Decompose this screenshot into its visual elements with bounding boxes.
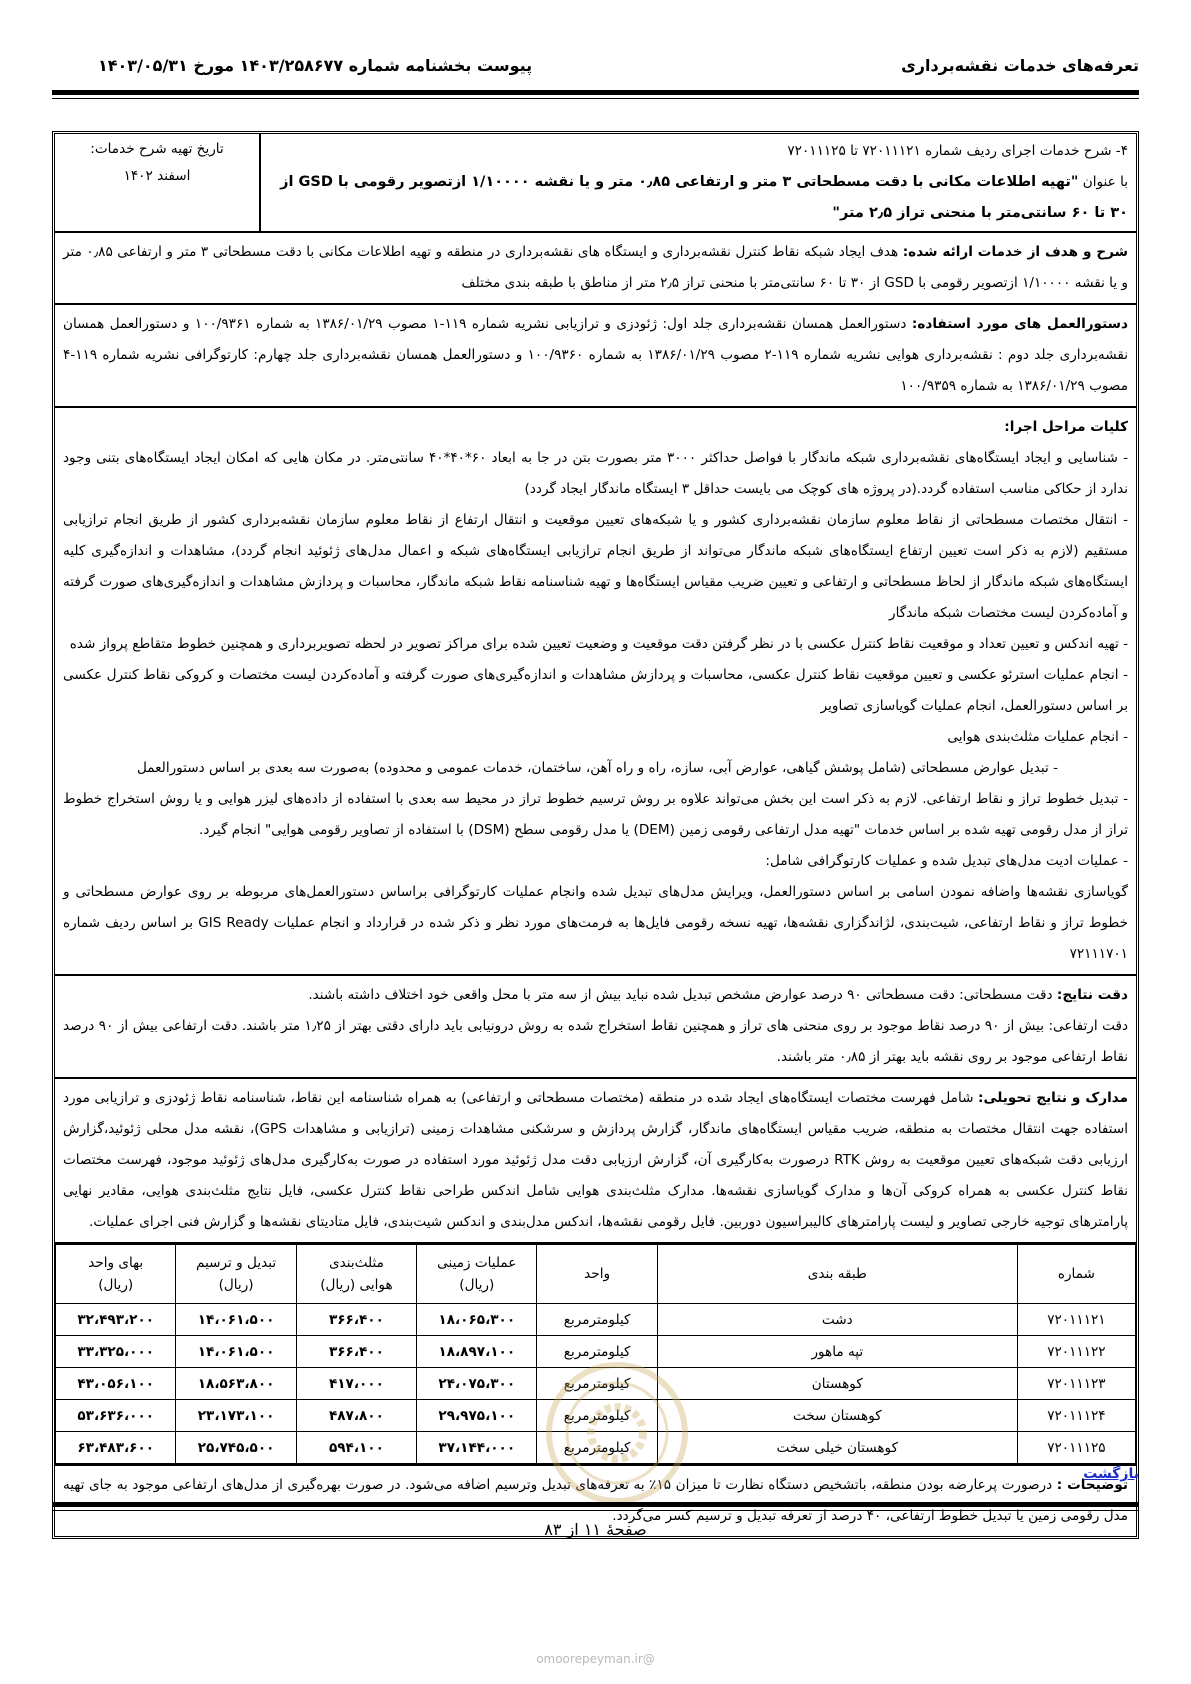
cell-aero: ۴۱۷،۰۰۰ [296,1368,416,1400]
cell-unit: کیلومترمربع [537,1400,657,1432]
cell-ground: ۱۸،۰۶۵،۳۰۰ [417,1304,537,1336]
service-title-text: "تهیه اطلاعات مکانی با دقت مسطحاتی ۳ متر و ارتفاعی ۰٫۸۵ متر و یا نقشه ۱/۱۰۰۰۰ ازتصویر رقومی با GSD از ۳۰ تا ۶۰ سانتی‌متر با منحنی تراز ۲٫۵ متر" [280,174,1128,221]
deliverables-text: شامل فهرست مختصات ایستگاه‌های ایجاد شده در منطقه (مختصات مسطحاتی و ارتفاعی) به همراه شناسنامه این نقاط، شناسنامه نقاط ژئودزی و ترازیابی مورد استفاده جهت انتقال مختصات به منطقه، ضریب مقیاس ایستگاه‌های ماندگار، گزارش پردازش و سرشکنی مشاهدات زمینی (ترازیابی و مشاهدات GPS)، نقشه مدل محلی ژئوئید،گزارش ارزیابی دقت شبکه‌های تعیین موقعیت به روش RTK درصورت به‌کارگیری آن، گزارش ارزیابی دقت مدل ژئوئید مورد استفاده در صورت به‌کارگیری مدل‌های ژئوئید موجود، فهرست مختصات نقاط کنترل عکسی به همراه کروکی آن‌ها و مدارک گویاسازی نقشه‌ها. مدارک مثلث‌بندی هوایی شامل اندکس طراحی نقاط کنترل عکسی، فایل نتایج مثلث‌بندی هوایی، مقادیر نهایی پارامترهای توجیه خارجی تصاویر و لیست پارامترهای کالیبراسیون دوربین. فایل رقومی نقشه‌ها، اندکس مدل‌بندی و اندکس شیت‌بندی، فایل متادیتای نقشه‌ها و گزارش فنی اجرای عملیات. [63,1090,1128,1230]
header-rule-thin [52,98,1139,99]
cell-conv: ۱۸،۵۶۳،۸۰۰ [176,1368,296,1400]
cell-ground: ۲۹،۹۷۵،۱۰۰ [417,1400,537,1432]
cell-ground: ۲۴،۰۷۵،۳۰۰ [417,1368,537,1400]
service-title-cell [261,134,1136,231]
cell-price: ۵۳،۶۳۶،۰۰۰ [56,1400,176,1432]
cell-code: ۷۲۰۱۱۱۲۲ [1017,1336,1135,1368]
cell-aero: ۴۸۷،۸۰۰ [296,1400,416,1432]
notes-label: توضیحات : [1056,1477,1128,1493]
cell-conv: ۱۴،۰۶۱،۵۰۰ [176,1304,296,1336]
header-right-title: تعرفه‌های خدمات نقشه‌برداری [901,56,1139,75]
cell-price: ۶۳،۴۸۳،۶۰۰ [56,1432,176,1464]
cell-ground: ۳۷،۱۴۴،۰۰۰ [417,1432,537,1464]
notes-text: درصورت پرعارضه بودن منطقه، باتشخیص دستگاه نظارت تا میزان ۱۵٪ به تعرفه‌های تبدیل وترسیم اضافه می‌شود. در صورت بهره‌گیری از مدل‌های ارتفاعی موجود به جای تهیه مدل رقومی زمین یا تبدیل خطوط ارتفاعی، ۴۰ درصد از تعرفه تبدیل و ترسیم کسر می‌گردد. [63,1477,1128,1524]
standards-section [55,305,1136,408]
cell-class: کوهستان خیلی سخت [657,1432,1017,1464]
standards-label: دستورالعمل های مورد استفاده: [911,316,1128,332]
header-rule-thick [52,90,1139,95]
table-header-row [56,1245,1136,1304]
cell-unit: کیلومترمربع [537,1368,657,1400]
cell-code: ۷۲۰۱۱۱۲۴ [1017,1400,1135,1432]
purpose-text: هدف ایجاد شبکه نقاط کنترل نقشه‌برداری و ایستگاه های نقشه‌برداری در منطقه و تهیه اطلاعات مکانی با دقت مسطحاتی ۳ متر و ارتفاعی ۰٫۸۵ متر و یا نقشه ۱/۱۰۰۰۰ ازتصویر رقومی با GSD از ۳۰ تا ۶۰ سانتی‌متر با منحنی تراز ۲٫۵ متر از مناطق با طبقه بندی مختلف [63,244,1128,291]
cell-price: ۳۳،۳۲۵،۰۰۰ [56,1336,176,1368]
deliverables-label: مدارک و نتایج تحویلی: [978,1090,1128,1106]
header-ground: عملیات زمینی (ریال) [417,1245,537,1304]
cell-class: تپه ماهور [657,1336,1017,1368]
steps-section [55,408,1136,976]
step-item: گویاسازی نقشه‌ها واضافه نمودن اسامی بر اساس دستورالعمل، ویرایش مدل‌های تبدیل شده وانجام عملیات کارتوگرافی براساس دستورالعمل‌های مربوطه بر روی عوارض مسطحاتی و خطوط تراز و نقاط ارتفاعی، شیت‌بندی، لژاندگزاری نقشه‌ها، تهیه نسخه رقومی فایل‌ها به فرمت‌های مورد نظر و ذکر شده در قرارداد و انجام عملیات GIS Ready بر اساس ردیف شماره ۷۲۱۱۱۷۰۱ [63,884,1128,962]
step-item: - انجام عملیات استرئو عکسی و تعیین موقعیت نقاط کنترل عکسی، محاسبات و پردازش مشاهدات و اندازه‌گیری‌های صورت گرفته و آماده‌کردن لیست مختصات و کروکی نقاط کنترل عکسی بر اساس دستورالعمل، انجام عملیات گویاسازی تصاویر [63,667,1128,714]
service-date-cell [55,134,261,231]
cell-conv: ۲۳،۱۷۳،۱۰۰ [176,1400,296,1432]
accuracy-line2: دقت ارتفاعی: بیش از ۹۰ درصد نقاط موجود بر روی منحنی های تراز و همچنین نقاط استخراج شده به روش درونیابی باید دارای دقتی بهتر از ۱٫۲۵ متر باشند. دقت ارتفاعی بیش از ۹۰ درصد نقاط ارتفاعی موجود بر روی نقشه باید بهتر از ۰٫۸۵ متر باشند. [63,1018,1129,1065]
back-link[interactable]: بازگشت [1083,1466,1139,1482]
header-unit: واحد [537,1245,657,1304]
page-header [52,56,1139,86]
steps-label: کلیات مراحل اجرا: [1004,419,1128,435]
step-item: - تبدیل خطوط تراز و نقاط ارتفاعی. لازم به ذکر است این بخش می‌تواند علاوه بر روش ترسیم خطوط تراز در محیط سه بعدی با استفاده از داده‌های لیزر هوایی و یا روش استخراج خطوط تراز از مدل رقومی تهیه شده بر اساس خدمات "تهیه مدل ارتفاعی رقومی زمین (DEM) یا مدل رقومی سطح (DSM) با استفاده از تصاویر رقومی هوایی" انجام گیرد. [63,791,1128,838]
table-row [56,1304,1136,1336]
cell-ground: ۱۸،۸۹۷،۱۰۰ [417,1336,537,1368]
cell-class: کوهستان [657,1368,1017,1400]
service-date-label: تاریخ تهیه شرح خدمات: [90,141,224,157]
service-date-value: اسفند ۱۴۰۲ [123,168,191,184]
cell-code: ۷۲۰۱۱۱۲۵ [1017,1432,1135,1464]
step-item: - انجام عملیات مثلث‌بندی هوایی [947,729,1128,745]
header-left-title: پیوست بخشنامه شماره ۱۴۰۳/۲۵۸۶۷۷ مورخ ۱۴۰۳/۰۵/۳۱ [98,56,533,75]
cell-unit: کیلومترمربع [537,1336,657,1368]
cell-price: ۴۳،۰۵۶،۱۰۰ [56,1368,176,1400]
page-number: صفحهٔ ۱۱ از ۸۳ [544,1520,647,1539]
cell-code: ۷۲۰۱۱۱۲۳ [1017,1368,1135,1400]
cell-class: کوهستان سخت [657,1400,1017,1432]
cell-conv: ۱۴،۰۶۱،۵۰۰ [176,1336,296,1368]
cell-conv: ۲۵،۷۴۵،۵۰۰ [176,1432,296,1464]
footer-rule-thin [52,1510,1139,1511]
service-line1: ۴- شرح خدمات اجرای ردیف شماره ۷۲۰۱۱۱۲۱ تا ۷۲۰۱۱۱۲۵ [787,143,1128,159]
watermark-seal-icon [542,1358,692,1508]
cell-unit: کیلومترمربع [537,1432,657,1464]
header-conv: تبدیل و ترسیم (ریال) [176,1245,296,1304]
header-price: بهای واحد (ریال) [56,1245,176,1304]
service-title [269,167,1128,229]
purpose-label: شرح و هدف از خدمات ارائه شده: [902,244,1128,260]
header-class: طبقه بندی [657,1245,1017,1304]
step-item: - شناسایی و ایجاد ایستگاه‌های نقشه‌برداری شبکه ماندگار با فواصل حداکثر ۳۰۰۰ متر بصورت بتن در جا به ابعاد ۶۰*۴۰*۴۰ سانتی‌متر. در مکان هایی که امکان ایجاد ایستگاه‌های بتنی وجود ندارد از حکاکی مناسب استفاده گردد.(در پروژه های کوچک می بایست حداقل ۳ ایستگاه ماندگار ایجاد گردد) [63,450,1128,497]
step-item: - عملیات ادیت مدل‌های تبدیل شده و عملیات کارتوگرافی شامل: [765,853,1128,869]
purpose-section [55,233,1136,305]
cell-aero: ۵۹۴،۱۰۰ [296,1432,416,1464]
service-title-row [55,134,1136,233]
step-item: - تهیه اندکس و تعیین تعداد و موقعیت نقاط کنترل عکسی با در نظر گرفتن دقت موقعیت و وضعیت تعیین شده برای مراکز تصویر در لحظه تصویربرداری و همچنین خطوط متقاطع پرواز شده [69,636,1128,652]
cell-aero: ۳۶۶،۴۰۰ [296,1304,416,1336]
service-title-prefix: با عنوان [1082,174,1128,190]
accuracy-label: دقت نتایج: [1056,987,1128,1003]
watermark-url: @omoorepeyman.ir [536,1652,655,1666]
header-code: شماره [1017,1245,1135,1304]
step-item: - تبدیل عوارض مسطحاتی (شامل پوشش گیاهی، عوارض آبی، سازه، راه و راه آهن، ساختمان، خدمات عمومی و محدوده) به‌صورت سه بعدی بر اساس دستورالعمل [136,760,1058,776]
service-frame [52,131,1139,1539]
standards-text: دستورالعمل همسان نقشه‌برداری جلد اول: ژئودزی و ترازیابی نشریه شماره ۱۱۹-۱ مصوب ۱۳۸۶/۰۱/۲۹ به شماره ۱۰۰/۹۳۶۱ و دستورالعمل همسان نقشه‌برداری جلد دوم : نقشه‌برداری هوایی نشریه شماره ۱۱۹-۲ مصوب ۱۳۸۶/۰۱/۲۹ به شماره ۱۰۰/۹۳۶۰ و دستورالعمل همسان نقشه‌برداری جلد چهارم: کارتوگرافی نشریه شماره ۱۱۹-۴ مصوب ۱۳۸۶/۰۱/۲۹ به شماره ۱۰۰/۹۳۵۹ [63,316,1128,394]
accuracy-line1: دقت مسطحاتی: دقت مسطحاتی ۹۰ درصد عوارض مشخص تبدیل شده نباید بیش از سه متر با محل واقعی خود اختلاف داشته باشند. [308,987,1053,1003]
cell-class: دشت [657,1304,1017,1336]
deliverables-section [55,1079,1136,1244]
cell-code: ۷۲۰۱۱۱۲۱ [1017,1304,1135,1336]
header-aero: مثلث‌بندی هوایی (ریال) [296,1245,416,1304]
step-item: - انتقال مختصات مسطحاتی از نقاط معلوم سازمان نقشه‌برداری کشور و یا شبکه‌های تعیین موقعیت و انتقال ارتفاع از نقاط معلوم سازمان نقشه‌برداری کشور از طریق انجام ترازیابی مستقیم (لازم به ذکر است تعیین ارتفاع ایستگاه‌های شبکه ماندگار می‌تواند از طریق انجام ترازیابی ایستگاه‌های شبکه و اعمال مدل‌های ژئوئید انجام گردد)، مشاهدات و اندازه‌گیری کلیه ایستگاه‌های شبکه ماندگار از لحاظ مسطحاتی و ارتفاعی و تعیین ضریب مقیاس ایستگاه‌ها و تهیه شناسنامه نقاط شبکه ماندگار، محاسبات و پردازش مشاهدات و اندازه‌گیری‌های صورت گرفته و آماده‌کردن لیست مختصات شبکه ماندگار [63,512,1128,621]
cell-aero: ۳۶۶،۴۰۰ [296,1336,416,1368]
cell-unit: کیلومترمربع [537,1304,657,1336]
accuracy-section [55,976,1136,1079]
footer-rule-thick [52,1502,1139,1507]
cell-price: ۳۲،۴۹۳،۲۰۰ [56,1304,176,1336]
